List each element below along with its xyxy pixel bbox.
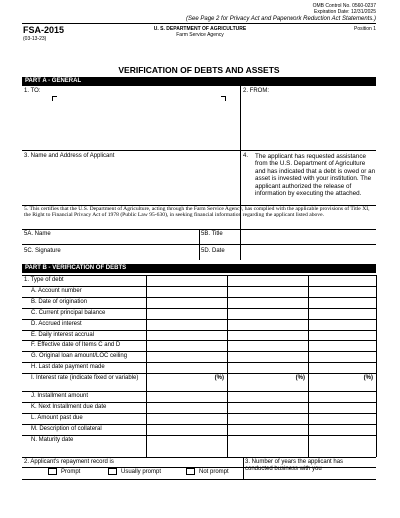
debt-entry-cell[interactable] bbox=[309, 414, 376, 423]
signature-5c-label: 5C. Signature bbox=[24, 248, 61, 254]
sub-agency-name: Farm Service Agency bbox=[176, 32, 224, 38]
debt-row-label: M. Description of collateral bbox=[31, 425, 102, 432]
to-label: 1. TO: bbox=[24, 88, 41, 94]
debt-entry-cell[interactable] bbox=[309, 276, 376, 285]
debt-row-label: H. Last date payment made bbox=[31, 364, 105, 371]
debt-entry-cell[interactable] bbox=[228, 436, 308, 445]
debt-entry-cell[interactable] bbox=[147, 276, 227, 285]
debt-entry-cell[interactable] bbox=[147, 352, 227, 361]
form-revision-date: (03-13-23) bbox=[23, 36, 47, 42]
from-address-field[interactable] bbox=[241, 95, 376, 149]
debt-row-label: L. Amount past due bbox=[31, 414, 83, 421]
item-4-number: 4. bbox=[243, 153, 249, 159]
debts-table bbox=[22, 275, 376, 457]
debt-entry-cell[interactable] bbox=[147, 414, 227, 423]
applicant-name-address-field[interactable] bbox=[22, 161, 239, 203]
debt-row-label: E. Daily interest accrual bbox=[31, 331, 95, 338]
debt-row-label: J. Installment amount bbox=[31, 393, 89, 400]
debt-entry-cell[interactable] bbox=[228, 414, 308, 423]
from-label: 2. FROM: bbox=[243, 88, 270, 94]
corner-mark-top-left bbox=[52, 96, 57, 101]
title-5b-label: 5B. Title bbox=[201, 231, 223, 237]
debt-entry-cell[interactable] bbox=[147, 425, 227, 434]
debt-entry-cell[interactable] bbox=[147, 341, 227, 350]
debt-entry-cell[interactable] bbox=[309, 287, 376, 296]
debt-entry-cell[interactable] bbox=[147, 436, 227, 445]
agency-name: U. S. DEPARTMENT OF AGRICULTURE bbox=[153, 26, 247, 32]
percent-label: (%) bbox=[363, 375, 373, 382]
debt-entry-cell[interactable] bbox=[228, 403, 308, 412]
part-b-heading: PART B - VERIFICATION OF DEBTS bbox=[22, 264, 376, 273]
debt-entry-cell[interactable] bbox=[228, 331, 308, 340]
debt-entry-cell[interactable] bbox=[147, 374, 227, 390]
debt-entry-cell[interactable] bbox=[147, 298, 227, 307]
debt-entry-cell[interactable] bbox=[147, 403, 227, 412]
debt-entry-cell[interactable] bbox=[309, 403, 376, 412]
part-a-heading: PART A - GENERAL bbox=[22, 77, 376, 86]
position-label: Position 1 bbox=[354, 26, 376, 32]
not-prompt-label: Not prompt bbox=[199, 469, 229, 475]
debt-entry-cell[interactable] bbox=[309, 363, 376, 372]
percent-label: (%) bbox=[214, 375, 224, 382]
debt-row-label: G. Original loan amount/LOC ceiling bbox=[31, 353, 128, 360]
form-number: FSA-2015 bbox=[23, 25, 65, 35]
debt-entry-cell[interactable] bbox=[147, 309, 227, 318]
debt-entry-cell[interactable] bbox=[228, 425, 308, 434]
debt-entry-cell[interactable] bbox=[228, 363, 308, 372]
debt-entry-cell[interactable] bbox=[309, 331, 376, 340]
date-5d-label: 5D. Date bbox=[201, 248, 225, 254]
applicant-name-address-label: 3. Name and Address of Applicant bbox=[24, 153, 115, 159]
debt-entry-cell[interactable] bbox=[147, 287, 227, 296]
debt-row-label: N. Maturity date bbox=[31, 436, 74, 443]
debt-entry-cell[interactable] bbox=[309, 352, 376, 361]
debt-entry-cell[interactable] bbox=[228, 392, 308, 401]
prompt-label: Prompt bbox=[61, 469, 81, 475]
debt-entry-cell[interactable] bbox=[228, 352, 308, 361]
privacy-act-note: (See Page 2 for Privacy Act and Paperwork Reduction Act Statements.) bbox=[186, 16, 376, 22]
percent-label: (%) bbox=[295, 375, 305, 382]
debt-entry-cell[interactable] bbox=[228, 287, 308, 296]
debt-entry-cell[interactable] bbox=[147, 363, 227, 372]
debt-row-label: A. Account number bbox=[31, 287, 82, 294]
omb-control-number: OMB Control No. 0560-0237 bbox=[312, 3, 376, 9]
debt-row-label: C. Current principal balance bbox=[31, 309, 106, 316]
debt-entry-cell[interactable] bbox=[228, 374, 308, 390]
debt-entry-cell[interactable] bbox=[309, 298, 376, 307]
debt-entry-cell[interactable] bbox=[228, 298, 308, 307]
item-5-certification-text: 5. This certifies that the U.S. Department of Agriculture, acting through the Farm Service Agency, has complied with the applicable provisions of Title XI, the Right to Financial Privacy Act of 1978 (Public Law 95-630), in seeking financial information regarding the applicant listed above. bbox=[24, 206, 370, 219]
usually-prompt-checkbox[interactable] bbox=[108, 468, 117, 475]
debt-entry-cell[interactable] bbox=[147, 392, 227, 401]
form-title: VERIFICATION OF DEBTS AND ASSETS bbox=[118, 65, 280, 75]
years-in-business-label: 3. Number of years the applicant has conducted business with you bbox=[245, 459, 344, 472]
debt-entry-cell[interactable] bbox=[228, 309, 308, 318]
debt-entry-cell[interactable] bbox=[309, 392, 376, 401]
debt-row-label: I. Interest rate (indicate fixed or variable) bbox=[31, 375, 139, 382]
debt-entry-cell[interactable] bbox=[309, 341, 376, 350]
repayment-record-label: 2. Applicant's repayment record is bbox=[24, 459, 114, 465]
debt-entry-cell[interactable] bbox=[309, 436, 376, 445]
prompt-checkbox[interactable] bbox=[48, 468, 57, 475]
not-prompt-checkbox[interactable] bbox=[186, 468, 195, 475]
item-4-authorization-text: The applicant has requested assistance from the U.S. Department of Agriculture and has indicated that a debt is owed or an asset is invested with your institution. The applicant authorized the release of information by executing the attached. bbox=[255, 153, 376, 198]
debt-entry-cell[interactable] bbox=[147, 331, 227, 340]
debt-entry-cell[interactable] bbox=[309, 374, 376, 390]
debt-entry-cell[interactable] bbox=[147, 320, 227, 329]
debt-entry-cell[interactable] bbox=[228, 320, 308, 329]
debt-row-label: K. Next Installment due date bbox=[31, 404, 107, 410]
debt-entry-cell[interactable] bbox=[309, 320, 376, 329]
debt-row-label: D. Accrued interest bbox=[31, 320, 82, 327]
name-5a-label: 5A. Name bbox=[24, 231, 51, 237]
debt-row-label: B. Date of origination bbox=[31, 298, 88, 305]
debt-entry-cell[interactable] bbox=[228, 276, 308, 285]
debt-entry-cell[interactable] bbox=[228, 341, 308, 350]
usually-prompt-label: Usually prompt bbox=[121, 469, 162, 475]
expiration-date: Expiration Date: 12/31/2025 bbox=[314, 9, 376, 15]
debt-row-label: F. Effective date of Items C and D bbox=[31, 342, 121, 349]
corner-mark-top-right bbox=[221, 96, 226, 101]
debt-entry-cell[interactable] bbox=[309, 425, 376, 434]
debt-entry-cell[interactable] bbox=[309, 309, 376, 318]
to-address-field[interactable] bbox=[38, 96, 218, 146]
debt-row-label: 1. Type of debt bbox=[24, 277, 64, 283]
